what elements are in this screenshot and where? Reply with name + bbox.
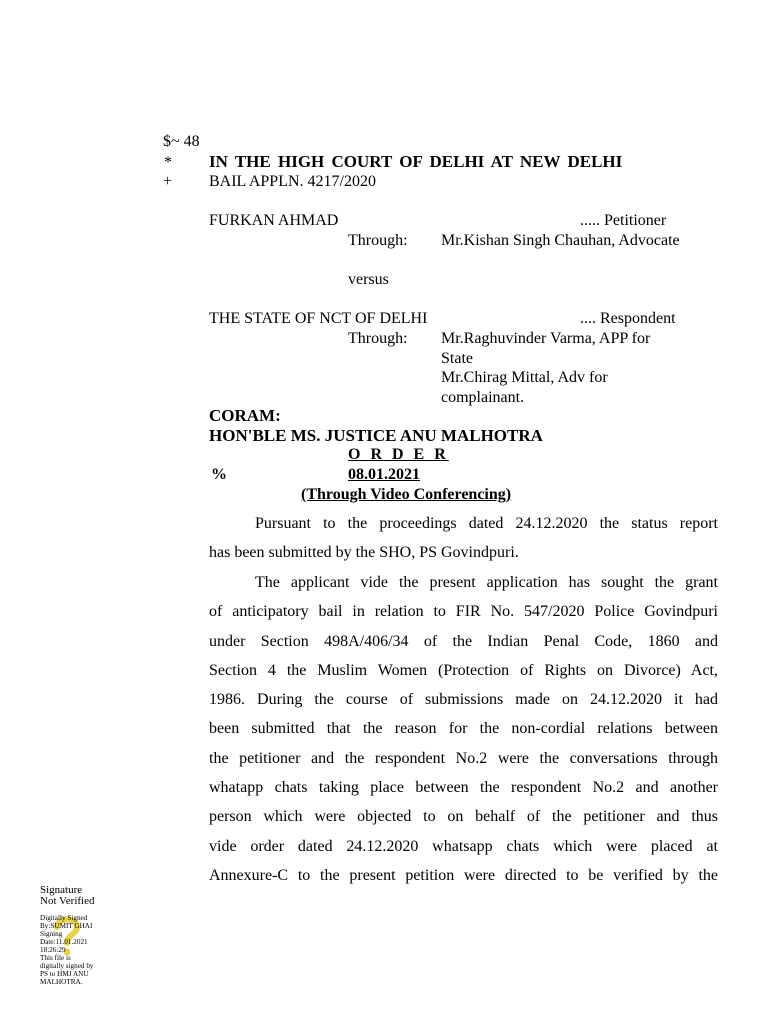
paragraph-line: whatapp chats taking place between the respondent No.2 and another [209,779,718,797]
respondent-counsel-line: State [441,350,473,367]
signature-detail: Digitally Signed [40,914,88,922]
paragraph-line: of anticipatory bail in relation to FIR No. 547/2020 Police Govindpuri [209,603,718,621]
paragraph-line: 1986. During the course of submissions made on 24.12.2020 it had [209,691,718,709]
signature-detail: By:SUMIT GHAI [40,922,93,930]
case-code: $~ 48 [163,133,200,150]
paragraph-1 [209,509,718,568]
court-title: IN THE HIGH COURT OF DELHI AT NEW DELHI [209,152,623,171]
paragraph-line: vide order dated 24.12.2020 whatsapp chats which were placed at [209,837,718,855]
coram-label: CORAM: [209,406,281,425]
signature-detail: Date:11.01.2021 [40,938,88,946]
paragraph-line: under Section 498A/406/34 of the Indian Penal Code, 1860 and [209,632,718,650]
paragraph-2 [209,568,718,890]
versus-label: versus [348,271,389,288]
order-date: 08.01.2021 [348,466,420,483]
respondent-through-label: Through: [348,330,408,347]
petitioner-name: FURKAN AHMAD [209,212,339,229]
paragraph-line: the petitioner and the respondent No.2 were the conversations through [209,749,718,767]
paragraph-line: Annexure-C to the present petition were directed to be verified by the [209,866,718,884]
paragraph-line: has been submitted by the SHO, PS Govindpuri. [209,544,519,562]
respondent-counsel-line: Mr.Chirag Mittal, Adv for [441,369,608,386]
respondent-counsel-line: complainant. [441,389,525,406]
petitioner-counsel: Mr.Kishan Singh Chauhan, Advocate [441,232,680,249]
percent-marker: % [211,466,227,483]
order-mode: (Through Video Conferencing) [301,486,512,503]
order-title: O R D E R [348,446,449,463]
signature-detail: PS to HMJ ANU [40,970,89,978]
respondent-role: .... Respondent [580,310,676,327]
paragraph-line: The applicant vide the present application has sought the grant [255,574,718,591]
paragraph-line: been submitted that the reason for the non-cordial relations between [209,720,718,738]
paragraph-line: person which were objected to on behalf of the petitioner and thus [209,808,718,826]
signature-status: Not Verified [40,894,95,907]
respondent-counsel-line: Mr.Raghuvinder Varma, APP for [441,330,651,347]
signature-block [40,885,120,986]
plus-marker: + [163,173,173,190]
respondent-name: THE STATE OF NCT OF DELHI [209,310,428,327]
signature-status: Signature [40,884,83,896]
signature-detail: Signing [40,930,63,938]
paragraph-line: Section 4 the Muslim Women (Protection of Rights on Divorce) Act, [209,661,718,679]
signature-detail: 18:26:29 [40,946,66,954]
signature-detail: digitally signed by [40,962,94,970]
case-number: BAIL APPLN. 4217/2020 [209,173,376,190]
signature-detail: MALHOTRA. [40,978,83,986]
star-marker: * [164,154,172,171]
coram-judge: HON'BLE MS. JUSTICE ANU MALHOTRA [209,426,543,445]
signature-detail: This file is [40,954,71,962]
petitioner-role: ..... Petitioner [580,212,667,229]
paragraph-line: Pursuant to the proceedings dated 24.12.2020 the status report [255,515,718,532]
petitioner-through-label: Through: [348,232,408,249]
